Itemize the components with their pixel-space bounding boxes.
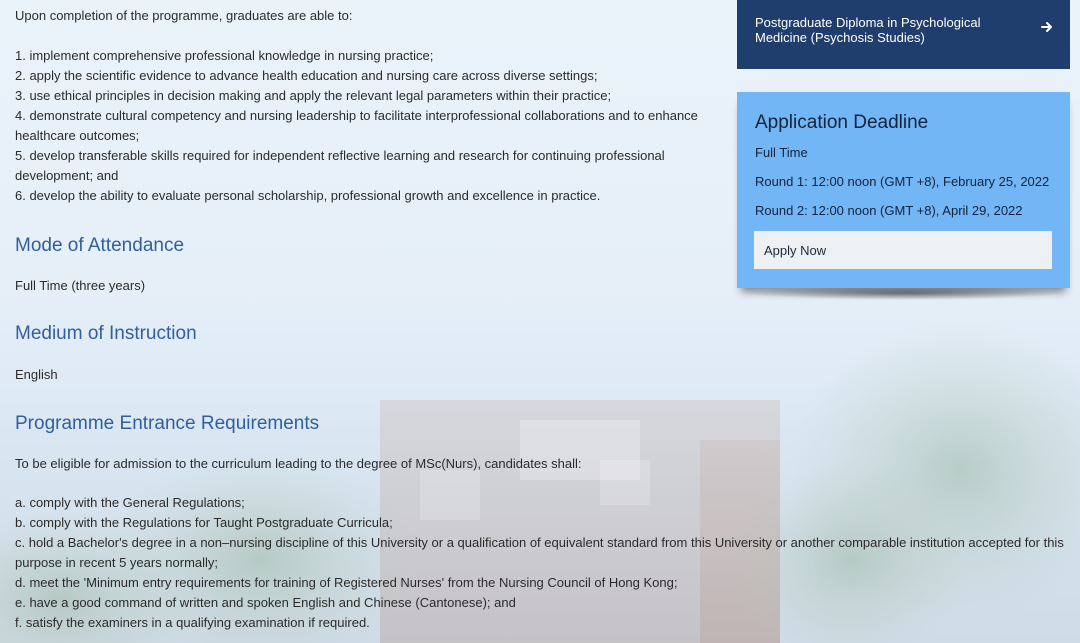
deadline-round-2: Round 2: 12:00 noon (GMT +8), April 29, 2022 bbox=[755, 203, 1023, 218]
related-programme-link[interactable] bbox=[737, 0, 1070, 69]
list-item: f. satisfy the examiners in a qualifying examination if required. bbox=[15, 615, 370, 630]
list-item: b. comply with the Regulations for Taught Postgraduate Curricula; bbox=[15, 515, 393, 530]
list-item: e. have a good command of written and spoken English and Chinese (Cantonese); and bbox=[15, 595, 516, 610]
entrance-list bbox=[15, 493, 1065, 633]
attendance-heading: Mode of Attendance bbox=[15, 235, 185, 256]
related-programme-label: Postgraduate Diploma in Psychological Medicine (Psychosis Studies) bbox=[755, 15, 981, 45]
list-item: c. hold a Bachelor's degree in a non–nursing discipline of this University or a qualification of equivalent standard from this University or another comparable institution accepted for this purpose in recent 5 years normally; bbox=[15, 535, 1064, 570]
medium-value: English bbox=[15, 367, 58, 382]
entrance-heading: Programme Entrance Requirements bbox=[15, 413, 320, 434]
deadline-round-1: Round 1: 12:00 noon (GMT +8), February 25, 2022 bbox=[755, 174, 1050, 189]
deadline-mode: Full Time bbox=[755, 145, 808, 160]
application-deadline-card bbox=[737, 92, 1070, 288]
attendance-value: Full Time (three years) bbox=[15, 278, 146, 293]
list-item: 2. apply the scientific evidence to advance health education and nursing care across diverse settings; bbox=[15, 68, 598, 83]
medium-heading: Medium of Instruction bbox=[15, 323, 197, 344]
list-item: 5. develop transferable skills required for independent reflective learning and research for continuing professional development; and bbox=[15, 148, 665, 183]
list-item: 6. develop the ability to evaluate personal scholarship, professional growth and excellence in practice. bbox=[15, 188, 601, 203]
list-item: 3. use ethical principles in decision making and apply the relevant legal parameters within their practice; bbox=[15, 88, 612, 103]
outcomes-intro: Upon completion of the programme, graduates are able to: bbox=[15, 8, 353, 23]
list-item: a. comply with the General Regulations; bbox=[15, 495, 245, 510]
deadline-card-shadow bbox=[745, 286, 1065, 300]
outcomes-list bbox=[15, 46, 705, 206]
entrance-intro: To be eligible for admission to the curriculum leading to the degree of MSc(Nurs), candidates shall: bbox=[15, 456, 582, 471]
deadline-title: Application Deadline bbox=[755, 112, 929, 133]
list-item: 1. implement comprehensive professional knowledge in nursing practice; bbox=[15, 48, 434, 63]
apply-now-button[interactable]: Apply Now bbox=[754, 231, 1052, 269]
list-item: 4. demonstrate cultural competency and nursing leadership to facilitate interprofessional collaborations and to enhance healthcare outcomes; bbox=[15, 108, 698, 143]
arrow-right-icon bbox=[1040, 20, 1054, 34]
list-item: d. meet the 'Minimum entry requirements for training of Registered Nurses' from the Nursing Council of Hong Kong; bbox=[15, 575, 678, 590]
